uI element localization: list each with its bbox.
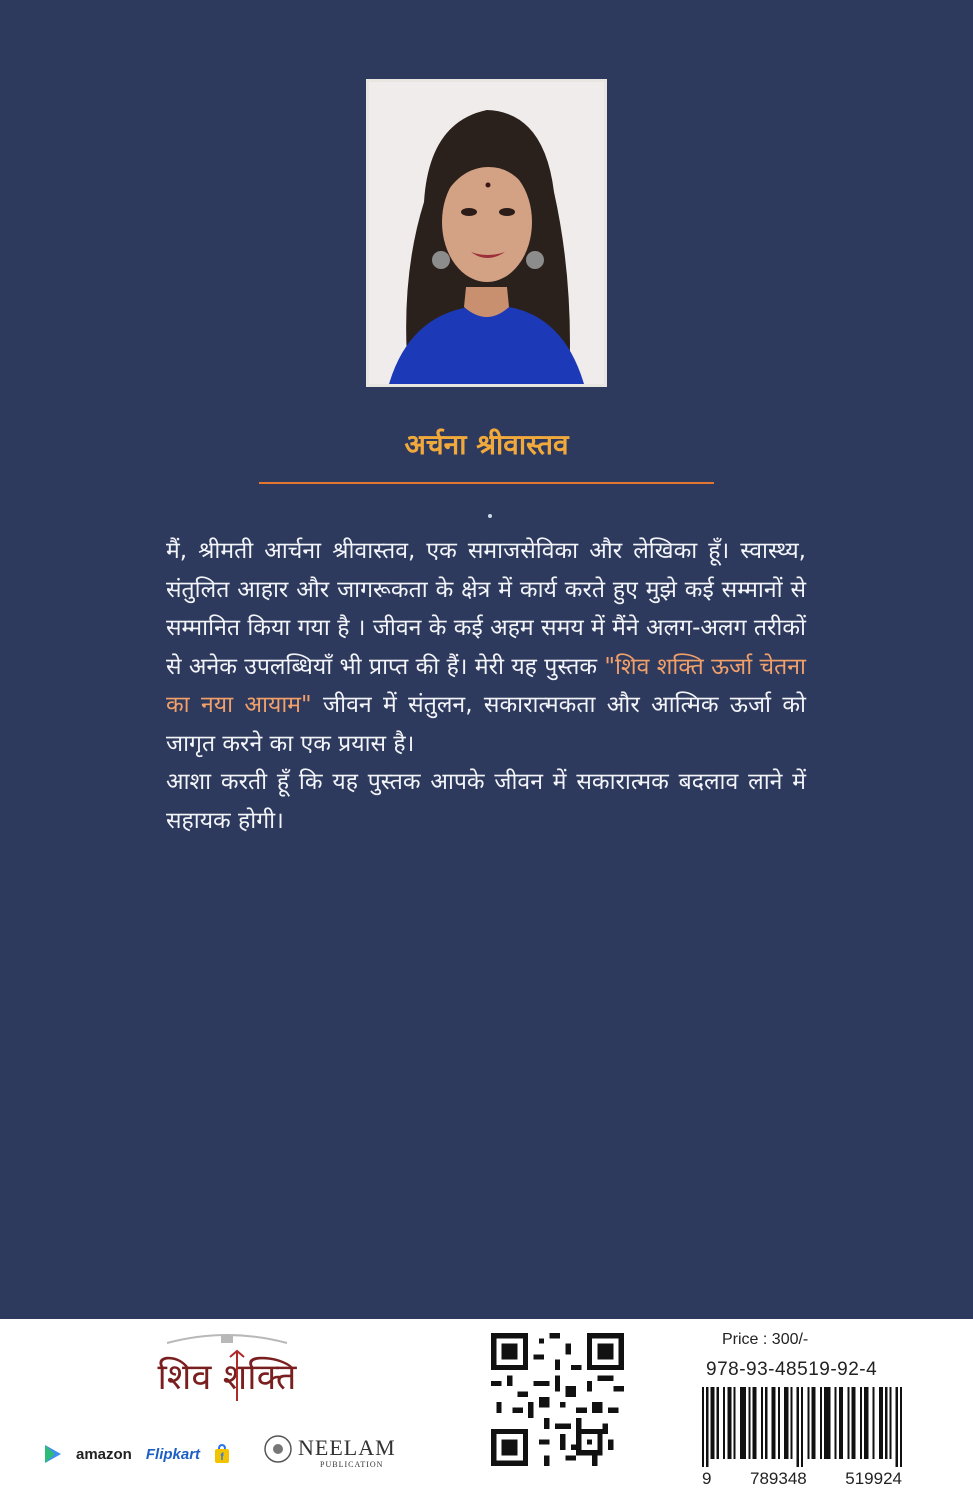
publisher-name: NEELAM	[298, 1435, 396, 1460]
author-photo	[366, 79, 607, 387]
barcode-digit-right: 519924	[845, 1469, 902, 1488]
barcode-digit-prefix: 9	[702, 1469, 712, 1488]
shiv-shakti-logo	[142, 1331, 312, 1411]
bio-paragraph	[166, 532, 806, 763]
author-bio	[166, 532, 806, 840]
svg-text:f: f	[220, 1452, 224, 1463]
author-name: अर्चना श्रीवास्तव	[404, 428, 569, 461]
price-label: Price : 300/-	[722, 1331, 809, 1348]
flipkart-icon	[214, 1444, 230, 1464]
isbn-barcode	[702, 1387, 902, 1467]
barcode-digit-left: 789348	[750, 1469, 807, 1488]
author-portrait-image	[369, 82, 604, 384]
book-title-quote: "शिव शक्ति ऊर्जा चेतना का नया आयाम"	[166, 653, 806, 718]
neelam-publication-logo	[262, 1427, 412, 1477]
bio-closing: आशा करती हूँ कि यह पुस्तक आपके जीवन में सकारात्मक बदलाव लाने में सहायक होगी।	[166, 769, 806, 834]
back-cover-footer	[0, 1319, 973, 1500]
isbn-number: 978-93-48519-92-4	[706, 1359, 878, 1380]
amazon-label: amazon	[76, 1445, 132, 1463]
flipkart-label: Flipkart	[145, 1445, 201, 1463]
qr-code[interactable]	[491, 1333, 624, 1466]
store-logos	[44, 1434, 230, 1474]
divider-rule	[259, 482, 714, 484]
bio-text-end: जीवन में संतुलन, सकारात्मकता और आत्मिक ऊर्जा को जागृत करने का एक प्रयास है।	[166, 692, 806, 757]
publisher-sub: PUBLICATION	[320, 1460, 384, 1469]
bio-text-start: मैं, श्रीमती आर्चना श्रीवास्तव, एक समाजसेविका और लेखिका हूँ। स्वास्थ्य, संतुलित आहार और जागरूकता के क्षेत्र में कार्य करते हुए मुझे कई सम्मानों से सम्मानित किया गया है । जीवन के कई अहम समय में मैंने अलग-अलग तरीकों से अनेक उपलब्धियाँ भी प्राप्त की हैं। मेरी यह पुस्तक	[166, 538, 806, 680]
play-store-icon	[44, 1444, 62, 1464]
logo-text: शिव शक्ति	[157, 1357, 297, 1398]
decorative-dot	[488, 514, 492, 518]
barcode-digits	[702, 1469, 902, 1489]
